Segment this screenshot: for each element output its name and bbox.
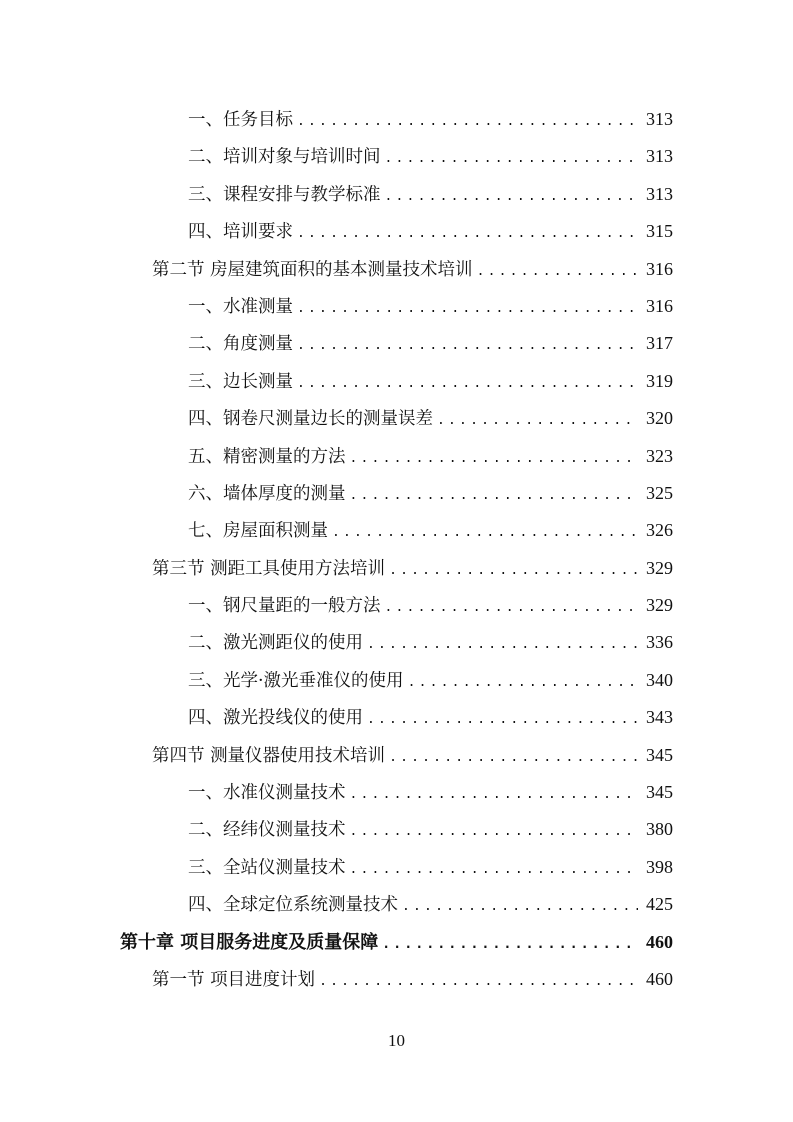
toc-entry-page: 315 [646, 221, 673, 242]
toc-entry-page: 336 [646, 632, 673, 653]
toc-entry-title: 五、精密测量的方法 [188, 446, 346, 467]
toc-dot-leader [319, 963, 638, 1000]
toc-entry-title: 第三节 测距工具使用方法培训 [152, 558, 386, 579]
toc-entry-line [188, 400, 673, 439]
toc-dot-leader [350, 477, 639, 514]
toc-dot-leader [297, 290, 638, 327]
toc-entry-page: 345 [646, 782, 673, 803]
toc-dot-leader [297, 215, 638, 252]
toc-entry[interactable] [0, 138, 793, 175]
toc-entry-title: 四、培训要求 [188, 222, 293, 243]
toc-dot-leader [437, 402, 638, 439]
toc-entry[interactable] [0, 662, 793, 699]
toc-entry-title: 第二节 房屋建筑面积的基本测量技术培训 [152, 259, 473, 280]
toc-entry-line [188, 475, 673, 514]
toc-entry-page: 345 [646, 744, 673, 765]
toc-entry-page: 313 [646, 183, 673, 204]
toc-dot-leader [350, 813, 639, 850]
toc-entry-title: 六、墙体厚度的测量 [188, 483, 346, 504]
toc-entry[interactable] [0, 624, 793, 661]
toc-entry-title: 一、水准测量 [188, 296, 293, 317]
toc-entry-title: 四、激光投线仪的使用 [188, 708, 363, 729]
toc-entry-title: 第一节 项目进度计划 [152, 969, 316, 990]
toc-entry-line [188, 774, 673, 813]
toc-entry-title: 二、培训对象与培训时间 [188, 147, 381, 168]
toc-entry-page: 398 [646, 856, 673, 877]
toc-entry-line [188, 624, 673, 663]
toc-entry-line [120, 924, 673, 963]
toc-dot-leader [389, 739, 638, 776]
page-number: 10 [388, 1031, 405, 1050]
toc-dot-leader [385, 140, 639, 177]
toc-entry-page: 425 [646, 894, 673, 915]
toc-entry-line [188, 325, 673, 364]
toc-entry-line [188, 213, 673, 252]
toc-entry-page: 343 [646, 707, 673, 728]
toc-entry-line [188, 438, 673, 477]
toc-entry[interactable] [0, 176, 793, 213]
toc-entry-title: 三、边长测量 [188, 371, 293, 392]
toc-entry-title: 二、角度测量 [188, 334, 293, 355]
toc-entry-line [188, 138, 673, 177]
toc-entry-title: 三、光学·激光垂准仪的使用 [188, 670, 404, 691]
toc-entry[interactable] [0, 961, 793, 998]
toc-entry-line [188, 288, 673, 327]
toc-dot-leader [350, 776, 639, 813]
toc-entry[interactable] [0, 325, 793, 362]
toc-dot-leader [385, 589, 639, 626]
toc-entry-line [152, 251, 673, 290]
toc-dot-leader [297, 327, 638, 364]
toc-entry[interactable] [0, 438, 793, 475]
toc-entry-page: 319 [646, 370, 673, 391]
toc-dot-leader [297, 365, 638, 402]
toc-entry-page: 316 [646, 258, 673, 279]
toc-entry-line [188, 363, 673, 402]
toc-entry[interactable] [0, 288, 793, 325]
toc-entry-line [152, 550, 673, 589]
toc-dot-leader [367, 626, 638, 663]
toc-entry[interactable] [0, 512, 793, 549]
toc-entry[interactable] [0, 475, 793, 512]
toc-entry-line [188, 699, 673, 738]
toc-entry[interactable] [0, 924, 793, 961]
toc-entry-line [188, 176, 673, 215]
toc-dot-leader [382, 926, 638, 963]
toc-entry-page: 316 [646, 295, 673, 316]
toc-entry-page: 340 [646, 669, 673, 690]
toc-entry[interactable] [0, 363, 793, 400]
toc-dot-leader [350, 851, 639, 888]
toc-entry-line [188, 849, 673, 888]
toc-entry[interactable] [0, 849, 793, 886]
toc-entry[interactable] [0, 550, 793, 587]
toc-dot-leader [477, 253, 638, 290]
toc-entry[interactable] [0, 251, 793, 288]
toc-entry-title: 四、钢卷尺测量边长的测量误差 [188, 409, 433, 430]
toc-entry[interactable] [0, 699, 793, 736]
toc-entry[interactable] [0, 886, 793, 923]
toc-entry-title: 四、全球定位系统测量技术 [188, 895, 398, 916]
toc-entry-line [188, 512, 673, 551]
toc-entry-line [188, 101, 673, 140]
toc-entry-line [152, 737, 673, 776]
toc-entry-page: 313 [646, 146, 673, 167]
toc-entry[interactable] [0, 400, 793, 437]
toc-entry[interactable] [0, 737, 793, 774]
toc-entry-page: 320 [646, 408, 673, 429]
toc-entry-title: 七、房屋面积测量 [188, 521, 328, 542]
table-of-contents [0, 101, 793, 998]
toc-dot-leader [385, 178, 639, 215]
toc-dot-leader [408, 664, 638, 701]
toc-entry-title: 三、课程安排与教学标准 [188, 184, 381, 205]
toc-dot-leader [297, 103, 638, 140]
toc-entry-line [188, 811, 673, 850]
toc-entry[interactable] [0, 101, 793, 138]
toc-entry-page: 326 [646, 520, 673, 541]
toc-dot-leader [389, 552, 638, 589]
toc-entry[interactable] [0, 774, 793, 811]
toc-dot-leader [332, 514, 638, 551]
toc-entry-line [188, 886, 673, 925]
toc-entry-line [188, 662, 673, 701]
toc-entry-page: 317 [646, 333, 673, 354]
toc-entry-title: 一、任务目标 [188, 110, 293, 130]
toc-entry-title: 第四节 测量仪器使用技术培训 [152, 745, 386, 766]
toc-entry-page: 329 [646, 595, 673, 616]
toc-dot-leader [367, 701, 638, 738]
toc-entry[interactable] [0, 213, 793, 250]
toc-dot-leader [350, 440, 639, 477]
toc-entry-title: 二、激光测距仪的使用 [188, 633, 363, 654]
toc-entry-page: 460 [646, 968, 673, 989]
toc-entry-line [188, 587, 673, 626]
toc-entry-page: 329 [646, 557, 673, 578]
toc-entry-line [152, 961, 673, 1000]
toc-entry-title: 二、经纬仪测量技术 [188, 820, 346, 841]
toc-entry-page: 380 [646, 819, 673, 840]
toc-entry[interactable] [0, 811, 793, 848]
toc-entry[interactable] [0, 587, 793, 624]
toc-entry-page: 325 [646, 482, 673, 503]
toc-entry-title: 三、全站仪测量技术 [188, 857, 346, 878]
toc-entry-page: 460 [646, 931, 673, 952]
toc-entry-page: 323 [646, 445, 673, 466]
toc-dot-leader [402, 888, 638, 925]
toc-entry-page: 313 [646, 109, 673, 129]
toc-entry-title: 第十章 项目服务进度及质量保障 [120, 931, 379, 953]
toc-entry-title: 一、水准仪测量技术 [188, 783, 346, 804]
toc-entry-title: 一、钢尺量距的一般方法 [188, 596, 381, 617]
